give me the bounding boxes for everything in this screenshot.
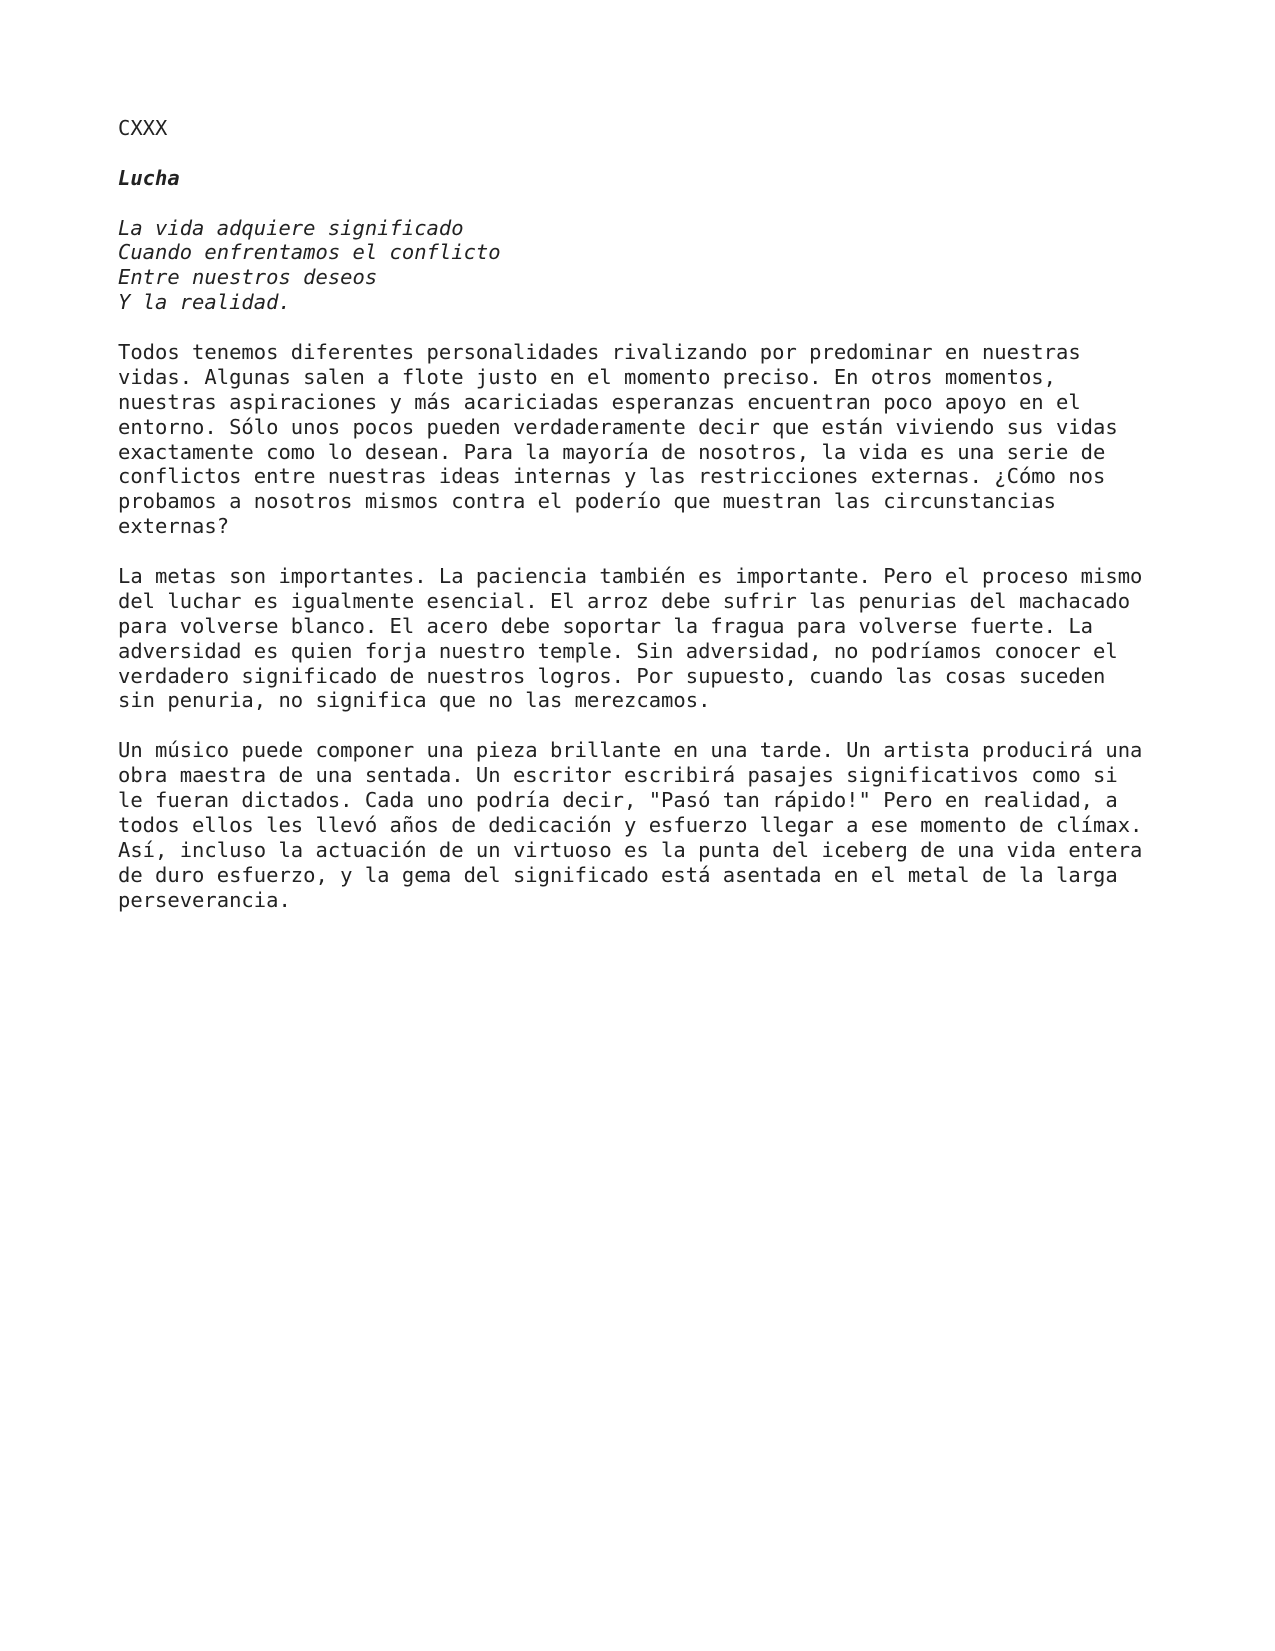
spacer xyxy=(118,141,1178,166)
paragraph-line: le fueran dictados. Cada uno podría decir, "Pasó tan rápido!" Pero en realidad, a xyxy=(118,788,1118,813)
verse-block xyxy=(118,216,1178,316)
paragraph-line: exactamente como lo desean. Para la mayoría de nosotros, la vida es una serie de xyxy=(118,439,1106,464)
paragraph-line: obra maestra de una sentada. Un escritor escribirá pasajes significativos como si xyxy=(118,763,1118,788)
paragraph-line: adversidad es quien forja nuestro temple. Sin adversidad, no podríamos conocer el xyxy=(118,638,1118,663)
paragraph-2 xyxy=(118,564,1178,713)
paragraph-line: vidas. Algunas salen a flote justo en el momento preciso. En otros momentos, xyxy=(118,364,1056,389)
paragraph-line: verdadero significado de nuestros logros. Por supuesto, cuando las cosas suceden xyxy=(118,663,1106,688)
paragraph-line: nuestras aspiraciones y más acariciadas esperanzas encuentran poco apoyo en el xyxy=(118,389,1081,414)
spacer xyxy=(118,315,1178,340)
paragraph-line: Todos tenemos diferentes personalidades rivalizando por predominar en nuestras xyxy=(118,340,1081,365)
spacer xyxy=(118,713,1178,738)
paragraph-line: Un músico puede componer una pieza brillante en una tarde. Un artista producirá una xyxy=(118,738,1143,763)
paragraph-line: conflictos entre nuestras ideas internas y las restricciones externas. ¿Cómo nos xyxy=(118,464,1106,489)
paragraph-3 xyxy=(118,738,1178,912)
paragraph-1 xyxy=(118,340,1178,539)
paragraph-line: sin penuria, no significa que no las merezcamos. xyxy=(118,688,711,713)
verse-line: La vida adquiere significado xyxy=(118,215,464,240)
paragraph-line: perseverancia. xyxy=(118,887,291,912)
paragraph-line: externas? xyxy=(118,514,230,539)
chapter-number: CXXX xyxy=(118,116,168,140)
paragraph-line: La metas son importantes. La paciencia también es importante. Pero el proceso mismo xyxy=(118,564,1143,589)
paragraph-line: de duro esfuerzo, y la gema del significado está asentada en el metal de la larga xyxy=(118,862,1118,887)
paragraph-line: todos ellos les llevó años de dedicación y esfuerzo llegar a ese momento de clímax. xyxy=(118,812,1143,837)
spacer xyxy=(118,191,1178,216)
verse-line: Entre nuestros deseos xyxy=(118,265,378,290)
paragraph-line: entorno. Sólo unos pocos pueden verdaderamente decir que están viviendo sus vidas xyxy=(118,414,1118,439)
paragraph-line: probamos a nosotros mismos contra el poderío que muestran las circunstancias xyxy=(118,489,1056,514)
page-content xyxy=(118,116,1178,913)
verse-line: Cuando enfrentamos el conflicto xyxy=(118,240,501,265)
paragraph-line: para volverse blanco. El acero debe soportar la fragua para volverse fuerte. La xyxy=(118,613,1094,638)
spacer xyxy=(118,539,1178,564)
chapter-title: Lucha xyxy=(118,165,180,190)
verse-line: Y la realidad. xyxy=(118,290,291,315)
paragraph-line: del luchar es igualmente esencial. El arroz debe sufrir las penurias del machacado xyxy=(118,588,1131,613)
paragraph-line: Así, incluso la actuación de un virtuoso es la punta del iceberg de una vida entera xyxy=(118,837,1143,862)
